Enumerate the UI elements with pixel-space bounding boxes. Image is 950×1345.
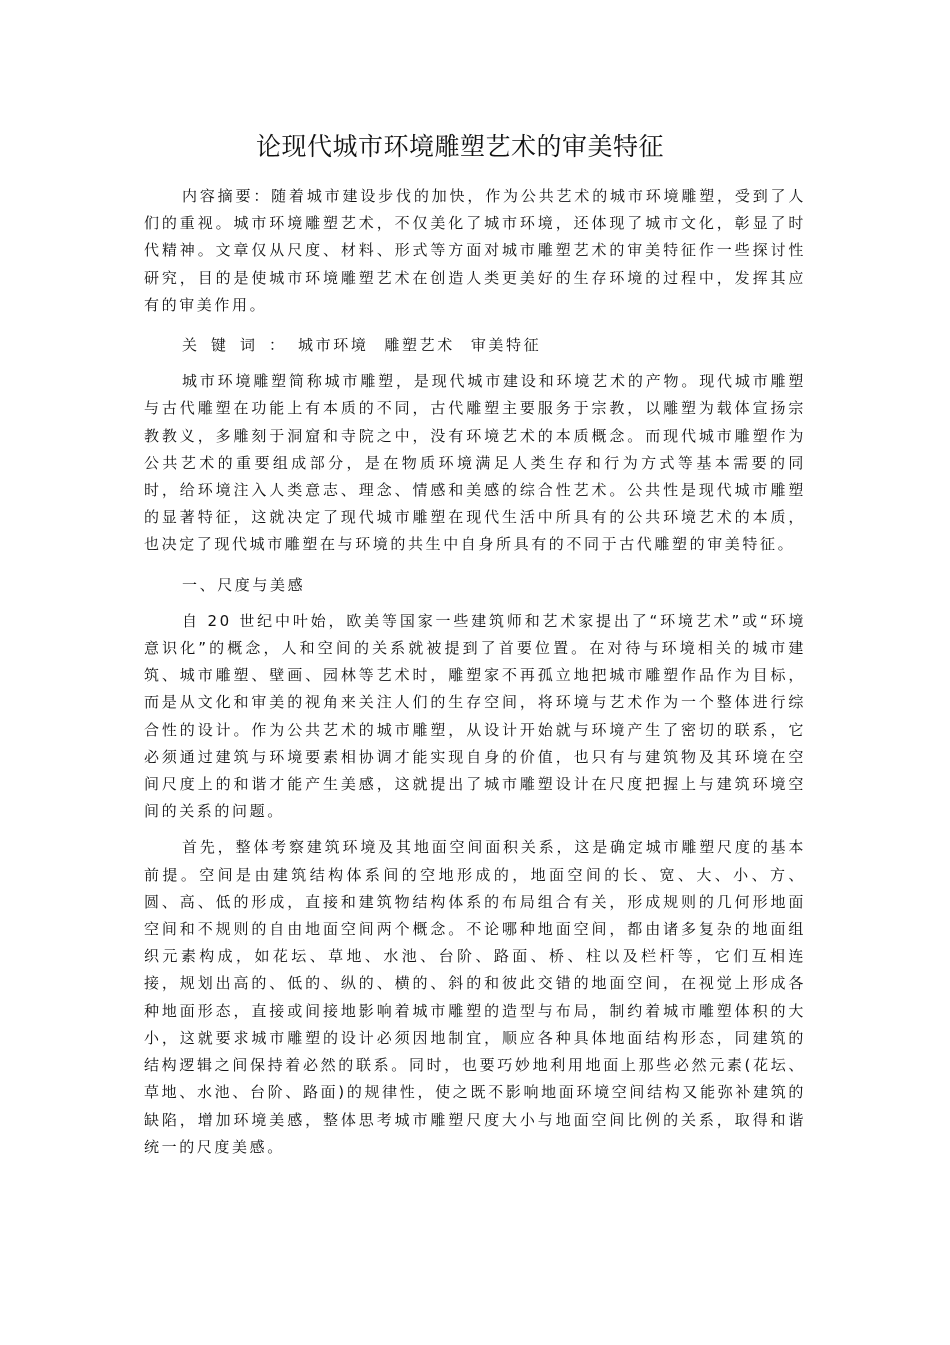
body-paragraph: 自 20 世纪中叶始，欧美等国家一些建筑师和艺术家提出了“环境艺术”或“环境意识化”的概念，人和空间的关系就被提到了首要位置。在对待与环境相关的城市建筑、城市雕塑、壁画、园林等艺术时，雕塑家不再孤立地把城市雕塑作品作为目标，而是从文化和审美的视角来关注人们的生存空间，将环境与艺术作为一个整体进行综合性的设计。作为公共艺术的城市雕塑，从设计开始就与环境产生了密切的联系，它必须通过建筑与环境要素相协调才能实现自身的价值，也只有与建筑物及其环境在空间尺度上的和谐才能产生美感，这就提出了城市雕塑设计在尺度把握上与建筑环境空间的关系的问题。 [144, 611, 806, 821]
keyword-item: 审美特征 [470, 336, 542, 355]
section-heading: 一、尺度与美感 [182, 575, 306, 594]
keyword-item: 雕塑艺术 [384, 336, 455, 355]
document-title: 论现代城市环境雕塑艺术的审美特征 [255, 132, 664, 161]
keyword-item: 城市环境 [298, 336, 369, 355]
document-body [144, 183, 806, 1161]
keywords-label: 关键词： [182, 336, 299, 355]
abstract-paragraph: 内容摘要：随着城市建设步伐的加快，作为公共艺术的城市环境雕塑，受到了人们的重视。城市环境雕塑艺术，不仅美化了城市环境，还体现了城市文化，彰显了时代精神。文章仅从尺度、材料、形式等方面对城市雕塑艺术的审美特征作一些探讨性研究，目的是使城市环境雕塑艺术在创造人类更美好的生存环境的过程中，发挥其应有的审美作用。 [144, 187, 806, 314]
intro-paragraph: 城市环境雕塑简称城市雕塑，是现代城市建设和环境艺术的产物。现代城市雕塑与古代雕塑在功能上有本质的不同，古代雕塑主要服务于宗教，以雕塑为载体宣扬宗教教义，多雕刻于洞窟和寺院之中，没有环境艺术的本质概念。而现代城市雕塑作为公共艺术的重要组成部分，是在物质环境满足人类生存和行为方式等基本需要的同时，给环境注入人类意志、理念、情感和美感的综合性艺术。公共性是现代城市雕塑的显著特征，这就决定了现代城市雕塑在现代生活中所具有的公共环境艺术的本质，也决定了现代城市雕塑在与环境的共生中自身所具有的不同于古代雕塑的审美特征。 [144, 372, 806, 554]
keywords-line [144, 332, 806, 359]
body-paragraph: 首先，整体考察建筑环境及其地面空间面积关系，这是确定城市雕塑尺度的基本前提。空间是由建筑结构体系间的空地形成的，地面空间的长、宽、大、小、方、圆、高、低的形成，直接和建筑物结构体系的布局组合有关，形成规则的几何形地面空间和不规则的自由地面空间两个概念。不论哪种地面空间，都由诸多复杂的地面组织元素构成，如花坛、草地、水池、台阶、路面、桥、柱以及栏杆等，它们互相连接，规划出高的、低的、纵的、横的、斜的和彼此交错的地面空间，在视觉上形成各种地面形态，直接或间接地影响着城市雕塑的造型与布局，制约着城市雕塑体积的大小，这就要求城市雕塑的设计必须因地制宜，顺应各种具体地面结构形态，同建筑的结构逻辑之间保持着必然的联系。同时，也要巧妙地利用地面上那些必然元素(花坛、草地、水池、台阶、路面)的规律性，使之既不影响地面环境空间结构又能弥补建筑的缺陷，增加环境美感，整体思考城市雕塑尺度大小与地面空间比例的关系，取得和谐统一的尺度美感。 [144, 838, 806, 1156]
